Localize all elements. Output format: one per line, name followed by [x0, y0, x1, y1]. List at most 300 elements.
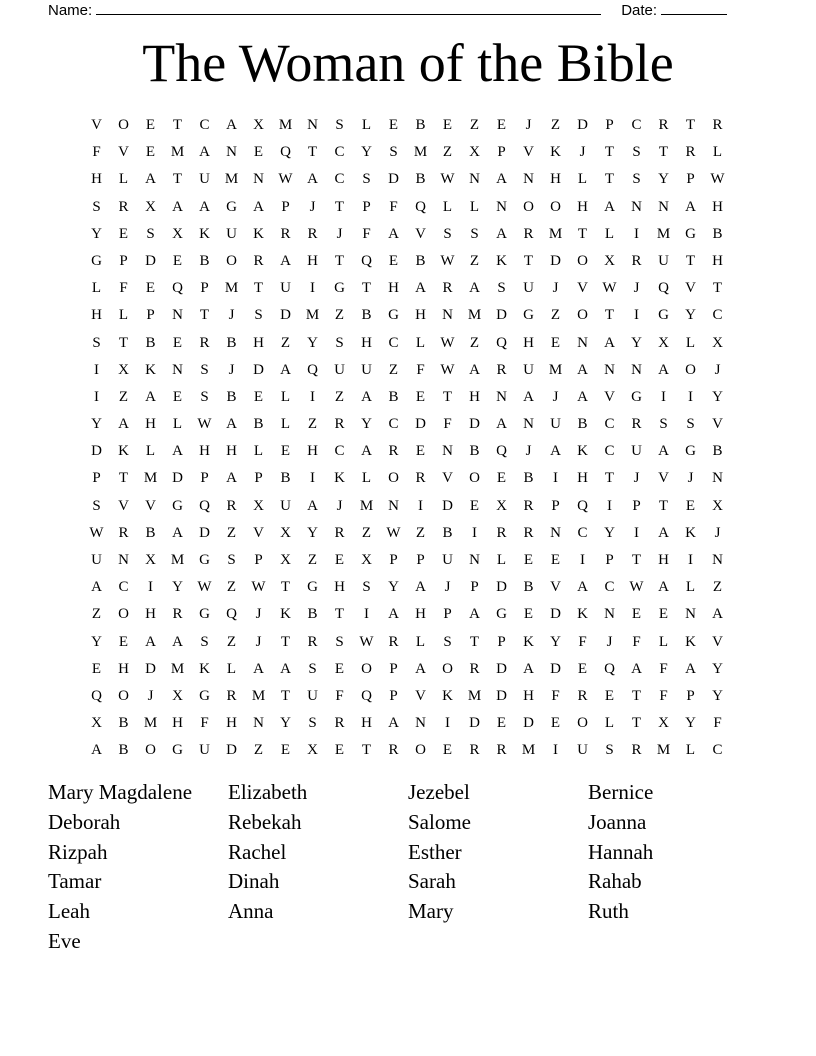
grid-letter[interactable]: R: [118, 198, 129, 215]
grid-letter[interactable]: A: [172, 443, 183, 460]
grid-letter[interactable]: S: [335, 633, 344, 650]
grid-letter[interactable]: T: [631, 687, 642, 704]
grid-letter[interactable]: H: [712, 198, 723, 215]
grid-letter[interactable]: S: [470, 225, 479, 242]
grid-letter[interactable]: R: [226, 687, 237, 704]
grid-letter[interactable]: S: [443, 225, 452, 242]
grid-letter[interactable]: P: [200, 280, 209, 297]
grid-letter[interactable]: W: [602, 280, 617, 297]
grid-letter[interactable]: D: [496, 687, 507, 704]
grid-letter[interactable]: M: [656, 225, 671, 242]
grid-letter[interactable]: A: [172, 524, 183, 541]
grid-letter[interactable]: T: [442, 388, 453, 405]
grid-letter[interactable]: H: [712, 252, 723, 269]
grid-letter[interactable]: Q: [604, 660, 615, 677]
grid-letter[interactable]: Y: [685, 307, 696, 324]
grid-letter[interactable]: H: [415, 606, 426, 623]
grid-letter[interactable]: Z: [253, 742, 264, 759]
grid-letter[interactable]: T: [280, 579, 291, 596]
grid-letter[interactable]: G: [199, 552, 210, 568]
grid-letter[interactable]: J: [606, 633, 613, 650]
grid-letter[interactable]: B: [442, 524, 453, 541]
grid-letter[interactable]: A: [145, 171, 156, 188]
grid-letter[interactable]: S: [497, 280, 506, 297]
grid-letter[interactable]: V: [415, 225, 426, 242]
grid-letter[interactable]: N: [523, 416, 534, 433]
grid-letter[interactable]: P: [389, 660, 398, 677]
grid-letter[interactable]: L: [712, 144, 723, 161]
grid-letter[interactable]: S: [200, 361, 209, 378]
grid-letter[interactable]: E: [550, 552, 561, 568]
grid-letter[interactable]: F: [416, 361, 425, 378]
grid-letter[interactable]: F: [551, 687, 560, 704]
grid-letter[interactable]: R: [658, 117, 669, 133]
grid-letter[interactable]: T: [712, 280, 723, 297]
grid-letter[interactable]: Z: [226, 579, 237, 596]
grid-letter[interactable]: E: [550, 715, 561, 732]
grid-letter[interactable]: W: [197, 416, 212, 433]
grid-letter[interactable]: I: [580, 552, 585, 568]
grid-letter[interactable]: F: [713, 715, 722, 732]
grid-letter[interactable]: Z: [712, 579, 723, 596]
grid-letter[interactable]: T: [604, 144, 615, 161]
grid-letter[interactable]: V: [577, 280, 588, 297]
grid-letter[interactable]: L: [172, 416, 183, 433]
grid-letter[interactable]: C: [712, 742, 723, 759]
grid-letter[interactable]: P: [389, 687, 398, 704]
grid-letter[interactable]: H: [199, 443, 210, 460]
grid-letter[interactable]: G: [91, 252, 102, 269]
grid-letter[interactable]: O: [469, 470, 480, 487]
grid-letter[interactable]: N: [226, 144, 237, 161]
grid-letter[interactable]: L: [361, 117, 372, 133]
grid-letter[interactable]: E: [172, 388, 183, 405]
grid-letter[interactable]: A: [523, 388, 534, 405]
grid-letter[interactable]: B: [280, 470, 291, 487]
grid-letter[interactable]: N: [550, 524, 561, 541]
grid-letter[interactable]: A: [415, 280, 426, 297]
grid-letter[interactable]: T: [172, 171, 183, 188]
grid-letter[interactable]: O: [442, 660, 453, 677]
grid-letter[interactable]: W: [440, 334, 455, 351]
grid-letter[interactable]: L: [280, 388, 291, 405]
grid-letter[interactable]: T: [280, 633, 291, 650]
grid-letter[interactable]: A: [577, 388, 588, 405]
grid-letter[interactable]: S: [632, 144, 641, 161]
grid-letter[interactable]: Y: [712, 660, 723, 677]
grid-letter[interactable]: D: [469, 416, 480, 433]
grid-letter[interactable]: U: [280, 497, 291, 514]
grid-letter[interactable]: C: [388, 334, 399, 351]
grid-letter[interactable]: T: [118, 470, 129, 487]
grid-letter[interactable]: N: [523, 171, 534, 188]
grid-letter[interactable]: W: [89, 524, 104, 541]
grid-letter[interactable]: P: [551, 497, 560, 514]
grid-letter[interactable]: A: [172, 633, 183, 650]
grid-letter[interactable]: D: [388, 171, 399, 188]
grid-letter[interactable]: R: [226, 497, 237, 514]
grid-letter[interactable]: H: [307, 443, 318, 460]
grid-letter[interactable]: A: [280, 252, 291, 269]
grid-letter[interactable]: V: [415, 687, 426, 704]
grid-letter[interactable]: V: [712, 633, 723, 650]
grid-letter[interactable]: X: [658, 715, 669, 732]
grid-letter[interactable]: Y: [631, 334, 642, 351]
grid-letter[interactable]: N: [172, 361, 183, 378]
grid-letter[interactable]: A: [226, 470, 237, 487]
grid-letter[interactable]: R: [388, 443, 399, 460]
grid-letter[interactable]: L: [118, 171, 129, 188]
grid-letter[interactable]: P: [605, 117, 614, 133]
grid-letter[interactable]: B: [415, 117, 426, 133]
grid-letter[interactable]: J: [633, 470, 640, 487]
grid-letter[interactable]: O: [145, 742, 156, 759]
grid-letter[interactable]: R: [334, 715, 345, 732]
grid-letter[interactable]: C: [118, 579, 129, 596]
grid-letter[interactable]: N: [388, 497, 399, 514]
grid-letter[interactable]: H: [91, 307, 102, 324]
grid-letter[interactable]: A: [145, 633, 156, 650]
grid-letter[interactable]: J: [228, 361, 235, 378]
grid-letter[interactable]: V: [712, 416, 723, 433]
grid-letter[interactable]: A: [658, 579, 669, 596]
grid-letter[interactable]: J: [309, 198, 316, 215]
grid-letter[interactable]: D: [577, 117, 588, 133]
grid-letter[interactable]: Q: [172, 280, 183, 297]
grid-letter[interactable]: W: [440, 171, 455, 188]
grid-letter[interactable]: N: [253, 171, 264, 188]
grid-letter[interactable]: E: [577, 660, 588, 677]
grid-letter[interactable]: D: [469, 715, 480, 732]
grid-letter[interactable]: T: [631, 552, 642, 568]
grid-letter[interactable]: H: [523, 687, 534, 704]
grid-letter[interactable]: I: [310, 388, 315, 405]
grid-letter[interactable]: R: [118, 524, 129, 541]
grid-letter[interactable]: I: [310, 470, 315, 487]
grid-letter[interactable]: K: [577, 606, 588, 623]
grid-letter[interactable]: K: [145, 361, 156, 378]
grid-letter[interactable]: V: [685, 280, 696, 297]
grid-letter[interactable]: A: [496, 416, 507, 433]
grid-letter[interactable]: H: [577, 470, 588, 487]
grid-letter[interactable]: H: [577, 198, 588, 215]
grid-letter[interactable]: Z: [550, 307, 561, 324]
grid-letter[interactable]: L: [577, 171, 588, 188]
grid-letter[interactable]: A: [577, 579, 588, 596]
grid-letter[interactable]: H: [550, 171, 561, 188]
grid-letter[interactable]: X: [145, 198, 156, 215]
grid-letter[interactable]: V: [145, 497, 156, 514]
grid-letter[interactable]: Q: [415, 198, 426, 215]
grid-letter[interactable]: K: [685, 633, 696, 650]
grid-letter[interactable]: F: [119, 280, 128, 297]
grid-letter[interactable]: S: [92, 334, 101, 351]
grid-letter[interactable]: R: [469, 742, 480, 759]
grid-letter[interactable]: J: [525, 443, 532, 460]
grid-letter[interactable]: E: [496, 715, 507, 732]
grid-letter[interactable]: I: [94, 388, 99, 405]
grid-letter[interactable]: Y: [550, 633, 561, 650]
grid-letter[interactable]: E: [604, 687, 615, 704]
grid-letter[interactable]: A: [658, 443, 669, 460]
grid-letter[interactable]: N: [631, 198, 642, 215]
grid-letter[interactable]: A: [388, 225, 399, 242]
grid-letter[interactable]: E: [685, 497, 696, 514]
grid-letter[interactable]: A: [361, 388, 372, 405]
grid-letter[interactable]: R: [523, 524, 534, 541]
grid-letter[interactable]: W: [629, 579, 644, 596]
grid-letter[interactable]: B: [199, 252, 210, 269]
grid-letter[interactable]: K: [685, 524, 696, 541]
grid-letter[interactable]: L: [361, 470, 372, 487]
grid-letter[interactable]: Z: [118, 388, 129, 405]
grid-letter[interactable]: Z: [334, 388, 345, 405]
grid-letter[interactable]: R: [631, 252, 642, 269]
grid-letter[interactable]: E: [388, 117, 399, 133]
grid-letter[interactable]: L: [658, 633, 669, 650]
grid-letter[interactable]: D: [550, 252, 561, 269]
grid-letter[interactable]: C: [334, 171, 345, 188]
grid-letter[interactable]: D: [145, 660, 156, 677]
grid-letter[interactable]: L: [604, 715, 615, 732]
grid-letter[interactable]: S: [335, 117, 344, 133]
grid-letter[interactable]: T: [604, 307, 615, 324]
grid-letter[interactable]: B: [118, 742, 129, 759]
grid-letter[interactable]: B: [712, 225, 723, 242]
grid-letter[interactable]: U: [334, 361, 345, 378]
grid-letter[interactable]: B: [415, 171, 426, 188]
grid-letter[interactable]: F: [200, 715, 209, 732]
grid-letter[interactable]: O: [577, 715, 588, 732]
grid-letter[interactable]: J: [552, 280, 559, 297]
grid-letter[interactable]: P: [686, 171, 695, 188]
grid-letter[interactable]: V: [523, 144, 534, 161]
grid-letter[interactable]: R: [307, 633, 318, 650]
grid-letter[interactable]: Z: [226, 633, 237, 650]
grid-letter[interactable]: X: [361, 552, 372, 568]
grid-letter[interactable]: Q: [496, 334, 507, 351]
grid-letter[interactable]: X: [280, 552, 291, 568]
grid-letter[interactable]: Y: [361, 144, 372, 161]
grid-letter[interactable]: A: [469, 280, 480, 297]
grid-letter[interactable]: B: [145, 524, 156, 541]
grid-letter[interactable]: T: [199, 307, 210, 324]
grid-letter[interactable]: U: [199, 171, 210, 188]
grid-letter[interactable]: T: [658, 144, 669, 161]
grid-letter[interactable]: R: [280, 225, 291, 242]
grid-letter[interactable]: L: [145, 443, 156, 460]
grid-letter[interactable]: E: [118, 225, 129, 242]
grid-letter[interactable]: F: [659, 660, 668, 677]
grid-letter[interactable]: P: [497, 633, 506, 650]
grid-letter[interactable]: V: [253, 524, 264, 541]
grid-letter[interactable]: Q: [280, 144, 291, 161]
grid-letter[interactable]: Y: [91, 633, 102, 650]
grid-letter[interactable]: A: [550, 443, 561, 460]
grid-letter[interactable]: G: [685, 225, 696, 242]
grid-letter[interactable]: Q: [91, 687, 102, 704]
grid-letter[interactable]: P: [443, 606, 452, 623]
grid-letter[interactable]: K: [550, 144, 561, 161]
grid-letter[interactable]: M: [548, 361, 563, 378]
grid-letter[interactable]: H: [307, 252, 318, 269]
grid-letter[interactable]: S: [362, 579, 371, 596]
grid-letter[interactable]: A: [415, 660, 426, 677]
grid-letter[interactable]: W: [197, 579, 212, 596]
grid-letter[interactable]: Y: [712, 388, 723, 405]
grid-letter[interactable]: M: [413, 144, 428, 161]
grid-letter[interactable]: D: [523, 715, 534, 732]
grid-letter[interactable]: O: [226, 252, 237, 269]
grid-letter[interactable]: S: [254, 307, 263, 324]
grid-letter[interactable]: B: [469, 443, 480, 460]
grid-letter[interactable]: K: [199, 660, 210, 677]
grid-letter[interactable]: I: [364, 606, 369, 623]
grid-letter[interactable]: U: [280, 280, 291, 297]
grid-letter[interactable]: B: [361, 307, 372, 324]
grid-letter[interactable]: L: [442, 198, 453, 215]
grid-letter[interactable]: D: [91, 443, 102, 460]
grid-letter[interactable]: L: [496, 552, 507, 568]
grid-letter[interactable]: F: [92, 144, 101, 161]
grid-letter[interactable]: O: [118, 606, 129, 623]
grid-letter[interactable]: N: [604, 361, 615, 378]
grid-letter[interactable]: A: [658, 361, 669, 378]
grid-letter[interactable]: A: [199, 144, 210, 161]
grid-letter[interactable]: I: [688, 388, 693, 405]
grid-letter[interactable]: R: [307, 225, 318, 242]
grid-letter[interactable]: L: [469, 198, 480, 215]
grid-letter[interactable]: L: [118, 307, 129, 324]
grid-letter[interactable]: Q: [577, 497, 588, 514]
grid-letter[interactable]: E: [388, 252, 399, 269]
grid-letter[interactable]: A: [388, 606, 399, 623]
grid-letter[interactable]: X: [658, 334, 669, 351]
grid-letter[interactable]: U: [226, 225, 237, 242]
grid-letter[interactable]: J: [336, 497, 343, 514]
grid-letter[interactable]: J: [714, 361, 721, 378]
grid-letter[interactable]: N: [172, 307, 183, 324]
grid-letter[interactable]: C: [604, 416, 615, 433]
grid-letter[interactable]: C: [334, 144, 345, 161]
grid-letter[interactable]: A: [361, 443, 372, 460]
grid-letter[interactable]: W: [278, 171, 293, 188]
grid-letter[interactable]: D: [550, 606, 561, 623]
grid-letter[interactable]: B: [712, 443, 723, 460]
grid-letter[interactable]: N: [631, 361, 642, 378]
grid-letter[interactable]: C: [199, 117, 210, 133]
grid-letter[interactable]: P: [362, 198, 371, 215]
grid-letter[interactable]: E: [469, 497, 480, 514]
grid-letter[interactable]: A: [172, 198, 183, 215]
grid-letter[interactable]: E: [253, 388, 264, 405]
grid-letter[interactable]: E: [631, 606, 642, 623]
grid-letter[interactable]: B: [415, 252, 426, 269]
grid-letter[interactable]: W: [251, 579, 266, 596]
grid-letter[interactable]: Y: [658, 171, 669, 188]
grid-letter[interactable]: H: [118, 660, 129, 677]
grid-letter[interactable]: O: [577, 252, 588, 269]
grid-letter[interactable]: T: [172, 117, 183, 133]
grid-letter[interactable]: M: [170, 144, 185, 161]
grid-letter[interactable]: N: [712, 470, 723, 487]
grid-letter[interactable]: I: [310, 280, 315, 297]
grid-letter[interactable]: B: [253, 416, 264, 433]
grid-letter[interactable]: C: [604, 443, 615, 460]
grid-letter[interactable]: Z: [280, 334, 291, 351]
grid-letter[interactable]: X: [145, 552, 156, 568]
grid-letter[interactable]: B: [307, 606, 318, 623]
grid-letter[interactable]: H: [334, 579, 345, 596]
grid-letter[interactable]: E: [145, 144, 156, 161]
grid-letter[interactable]: I: [634, 524, 639, 541]
grid-letter[interactable]: P: [254, 470, 263, 487]
grid-letter[interactable]: I: [553, 742, 558, 759]
grid-letter[interactable]: H: [388, 280, 399, 297]
grid-letter[interactable]: Q: [307, 361, 318, 378]
grid-letter[interactable]: S: [92, 497, 101, 514]
grid-letter[interactable]: G: [199, 687, 210, 704]
grid-letter[interactable]: M: [548, 225, 563, 242]
grid-letter[interactable]: R: [199, 334, 210, 351]
grid-letter[interactable]: L: [226, 660, 237, 677]
grid-letter[interactable]: X: [712, 497, 723, 514]
grid-letter[interactable]: H: [361, 334, 372, 351]
grid-letter[interactable]: U: [199, 742, 210, 759]
grid-letter[interactable]: X: [172, 687, 183, 704]
grid-letter[interactable]: I: [472, 524, 477, 541]
grid-letter[interactable]: H: [91, 171, 102, 188]
grid-letter[interactable]: L: [91, 280, 102, 297]
grid-letter[interactable]: G: [172, 497, 183, 514]
grid-letter[interactable]: H: [415, 307, 426, 324]
grid-letter[interactable]: S: [605, 742, 614, 759]
grid-letter[interactable]: X: [253, 497, 264, 514]
grid-letter[interactable]: R: [415, 470, 426, 487]
grid-letter[interactable]: Y: [604, 524, 615, 541]
grid-letter[interactable]: E: [334, 660, 345, 677]
grid-letter[interactable]: D: [415, 416, 426, 433]
grid-letter[interactable]: G: [685, 443, 696, 460]
grid-letter[interactable]: G: [388, 307, 399, 324]
grid-letter[interactable]: A: [145, 388, 156, 405]
grid-letter[interactable]: E: [496, 470, 507, 487]
grid-letter[interactable]: G: [226, 198, 237, 215]
grid-letter[interactable]: X: [253, 117, 264, 133]
grid-letter[interactable]: B: [226, 334, 237, 351]
grid-letter[interactable]: N: [712, 552, 723, 568]
grid-letter[interactable]: A: [253, 198, 264, 215]
grid-letter[interactable]: F: [389, 198, 398, 215]
grid-letter[interactable]: T: [469, 633, 480, 650]
grid-letter[interactable]: A: [469, 361, 480, 378]
grid-letter[interactable]: T: [604, 171, 615, 188]
grid-letter[interactable]: Z: [388, 361, 399, 378]
grid-letter[interactable]: R: [631, 742, 642, 759]
grid-letter[interactable]: N: [469, 552, 480, 568]
grid-letter[interactable]: B: [523, 470, 534, 487]
grid-letter[interactable]: Q: [361, 687, 372, 704]
grid-letter[interactable]: Y: [172, 579, 183, 596]
grid-letter[interactable]: O: [415, 742, 426, 759]
grid-letter[interactable]: N: [415, 715, 426, 732]
grid-letter[interactable]: O: [118, 117, 129, 133]
grid-letter[interactable]: D: [226, 742, 237, 759]
grid-letter[interactable]: G: [172, 742, 183, 759]
grid-letter[interactable]: K: [442, 687, 453, 704]
grid-letter[interactable]: Z: [91, 606, 102, 623]
grid-letter[interactable]: J: [714, 524, 721, 541]
